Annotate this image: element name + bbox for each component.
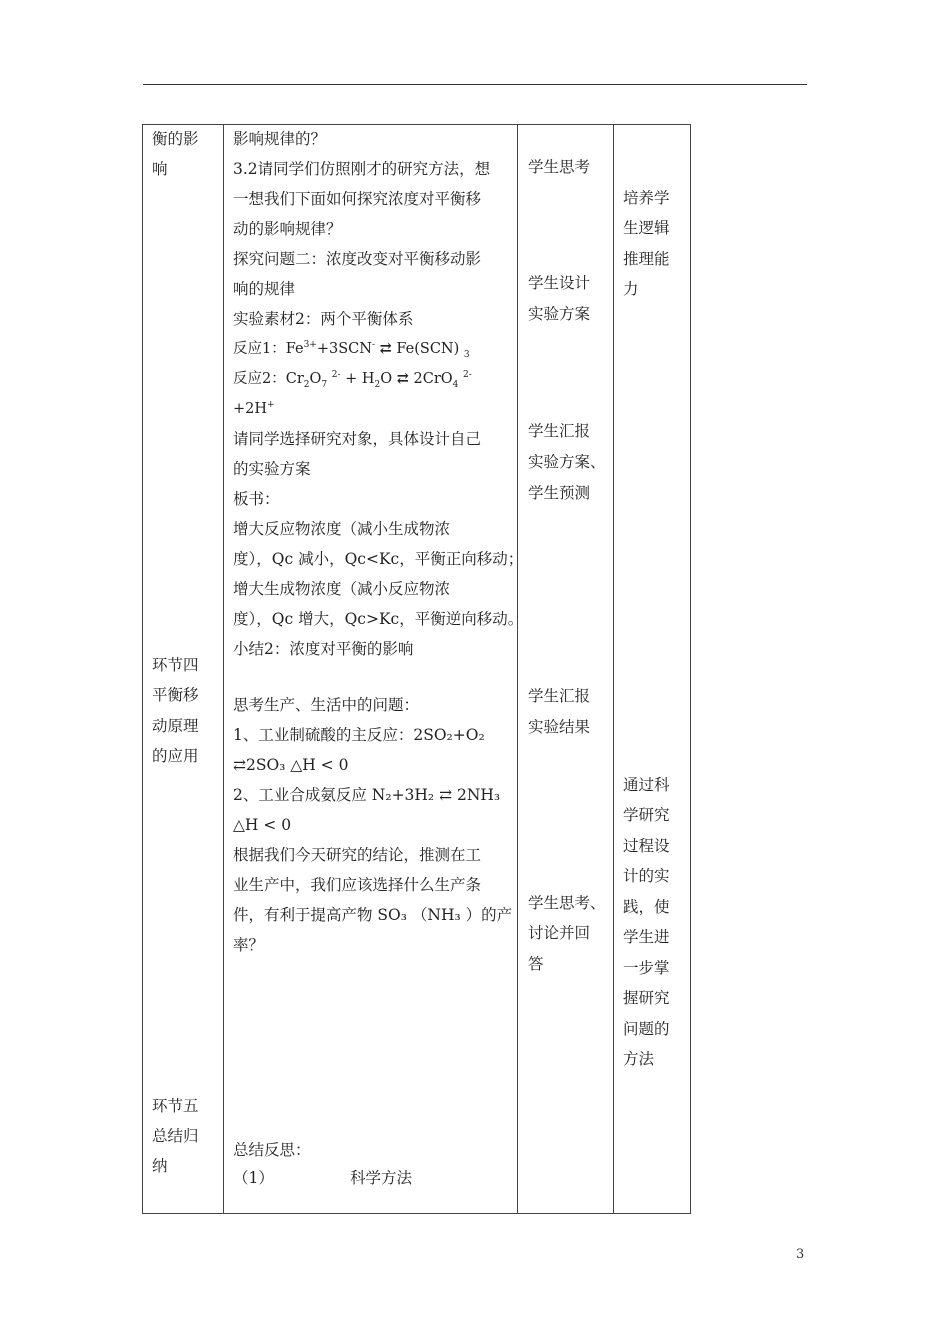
student-activity: 学生思考: [528, 158, 591, 176]
text-line: 增大生成物浓度（减小反应物浓: [233, 580, 451, 598]
design-intent: 学生进: [623, 928, 670, 946]
text-line: 度），Qc 减小，Qc<Kc，平衡正向移动；: [233, 550, 524, 568]
scn-charge: -: [371, 340, 375, 351]
student-activity: 学生汇报: [528, 422, 591, 440]
text-line: 动的影响规律？: [233, 220, 342, 238]
reaction-1-mid: +3SCN: [316, 341, 372, 357]
text-line: 1、工业制硫酸的主反应：2SO₂+O₂: [233, 726, 485, 744]
design-intent: 生逻辑: [623, 219, 670, 237]
stage4-line: 动原理: [152, 717, 199, 735]
design-intent: 一步掌: [623, 959, 670, 977]
student-activity: 学生汇报: [528, 687, 591, 705]
charge: 2-: [463, 370, 472, 381]
text-line: 请同学选择研究对象，具体设计自己: [233, 430, 482, 448]
lesson-plan-table: [142, 124, 691, 1214]
text-line: 2、工业合成氨反应 N₂+3H₂ ⇄ 2NH₃: [233, 786, 501, 804]
header-rule: [143, 84, 807, 85]
design-intent: 问题的: [623, 1020, 670, 1038]
text-line: 实验素材2：两个平衡体系: [233, 310, 414, 328]
subscript: 3: [463, 349, 470, 360]
element: O: [380, 371, 393, 387]
stage-cont-line: 衡的影: [152, 130, 199, 148]
stage-cont-line: 响: [152, 160, 168, 178]
page-number: 3: [796, 1247, 805, 1262]
stage5-line: 纳: [152, 1157, 168, 1175]
design-intent-column: [614, 125, 691, 1214]
chromate: 2CrO: [408, 371, 453, 387]
hydrogen-ion: +2H: [233, 401, 268, 417]
text-line: 根据我们今天研究的结论，推测在工: [233, 846, 482, 864]
text-line: 增大反应物浓度（减小生成物浓: [233, 520, 451, 538]
equilibrium-arrow-icon: ⇄: [379, 340, 392, 357]
design-intent: 力: [623, 280, 639, 298]
text-line: 一想我们下面如何探究浓度对平衡移: [233, 190, 482, 208]
summary-title: 总结反思：: [233, 1141, 311, 1159]
stage5-title: 环节五: [152, 1097, 199, 1115]
text-line: 的实验方案: [233, 460, 311, 478]
design-intent: 计的实: [623, 867, 670, 885]
summary-item-number: （1）: [233, 1169, 274, 1187]
design-intent: 过程设: [623, 837, 670, 855]
student-activity-column: [518, 125, 614, 1214]
subscript: 4: [452, 379, 459, 390]
text-line: 度），Qc 增大，Qc>Kc，平衡逆向移动。: [233, 610, 524, 628]
text-line: 探究问题二：浓度改变对平衡移动影: [233, 250, 482, 268]
text-line: 小结2：浓度对平衡的影响: [233, 640, 414, 658]
student-activity: 学生思考、: [528, 894, 606, 912]
student-activity: 学生预测: [528, 484, 591, 502]
design-intent: 通过科: [623, 776, 670, 794]
design-intent: 学研究: [623, 806, 670, 824]
text-line: 率？: [233, 936, 265, 954]
text-line: △H < 0: [233, 816, 292, 834]
design-intent: 握研究: [623, 989, 670, 1007]
stage4-title: 环节四: [152, 656, 199, 674]
charge: +: [267, 400, 275, 411]
text-line: 响的规律: [233, 280, 296, 298]
reaction-1: [233, 339, 470, 359]
subscript: 2: [374, 379, 381, 390]
design-intent: 践，使: [623, 898, 670, 916]
text-line: ⇄2SO₃ △H < 0: [233, 756, 349, 774]
teacher-activity-column: [224, 125, 524, 1214]
text-line: 思考生产、生活中的问题：: [233, 696, 420, 714]
student-activity: 讨论并回: [528, 924, 591, 942]
subscript: 7: [321, 379, 328, 390]
student-activity: 实验方案、: [528, 453, 606, 471]
design-intent: 培养学: [623, 189, 670, 207]
reaction-2: [233, 369, 472, 389]
reaction-1-product: Fe(SCN): [391, 341, 460, 357]
charge: 2-: [331, 370, 341, 381]
water: + H: [340, 371, 375, 387]
text-line: 件，有利于提高产物 SO₃ （NH₃ ）的产: [233, 906, 513, 924]
fe-charge: 3+: [303, 340, 317, 351]
student-activity: 答: [528, 955, 544, 973]
student-activity: 实验方案: [528, 305, 591, 323]
design-intent: 推理能: [623, 250, 670, 268]
design-intent: 方法: [623, 1050, 655, 1068]
element: O: [309, 371, 322, 387]
text-line: 3.2请同学们仿照刚才的研究方法，想: [233, 160, 491, 178]
summary-item-text: 科学方法: [350, 1169, 413, 1187]
stage4-line: 平衡移: [152, 686, 199, 704]
subscript: 2: [303, 379, 310, 390]
equilibrium-arrow-icon: ⇄: [396, 370, 409, 387]
text-line: 板书：: [233, 490, 280, 508]
stage-column: [143, 125, 224, 1214]
reaction-2-prefix: 反应2：Cr: [233, 371, 304, 387]
student-activity: 学生设计: [528, 274, 591, 292]
reaction-1-prefix: 反应1：Fe: [233, 341, 304, 357]
text-line: 影响规律的？: [233, 130, 327, 148]
stage4-line: 的应用: [152, 747, 199, 765]
student-activity: 实验结果: [528, 718, 591, 736]
stage5-line: 总结归: [152, 1127, 199, 1145]
text-line: 业生产中，我们应该选择什么生产条: [233, 876, 482, 894]
reaction-2-cont: [233, 399, 275, 419]
